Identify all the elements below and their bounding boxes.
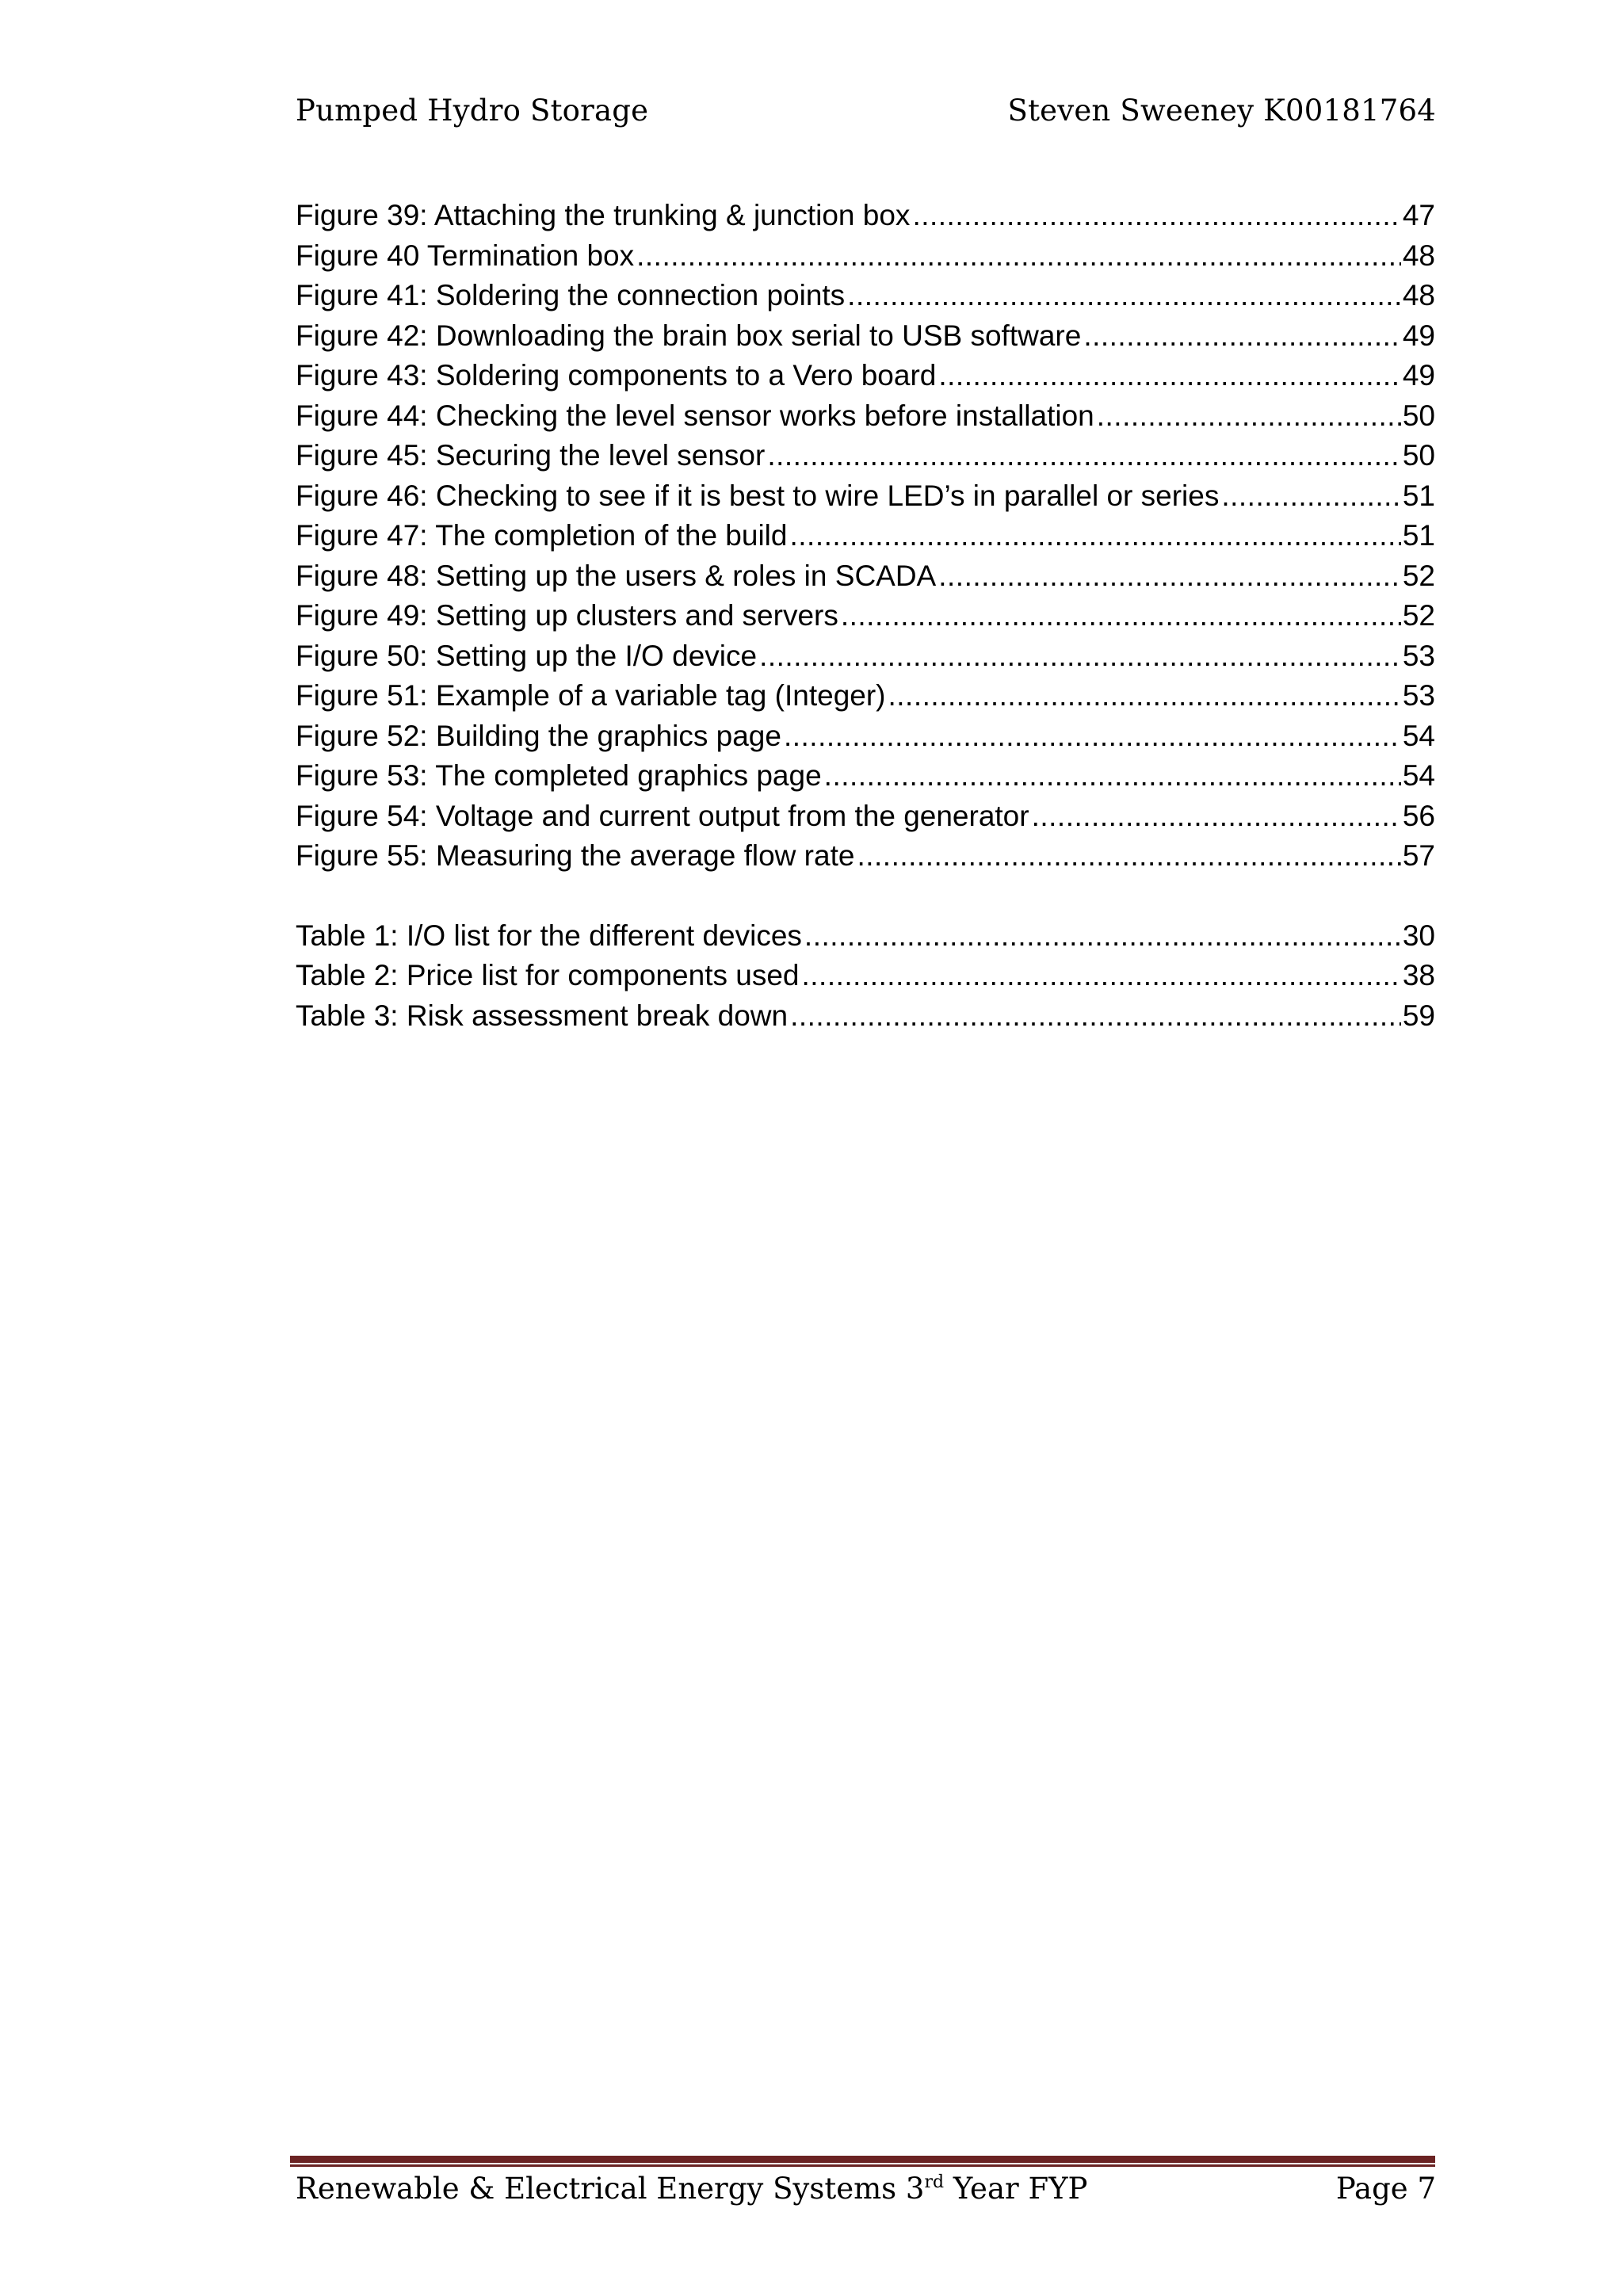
toc-entry-page[interactable]: 49 — [1402, 319, 1435, 352]
toc-entry-label[interactable]: Figure 52: Building the graphics page — [296, 719, 781, 752]
toc-entry-label[interactable]: Figure 39: Attaching the trunking & junction box — [296, 199, 911, 231]
toc-entry-label[interactable]: Figure 49: Setting up clusters and servers — [296, 599, 838, 632]
tables-list — [296, 916, 1435, 1037]
dot-leader — [759, 636, 1401, 677]
dot-leader — [784, 716, 1401, 757]
toc-entry-page[interactable]: 57 — [1402, 839, 1435, 872]
dot-leader — [847, 276, 1401, 316]
toc-entry-label[interactable]: Figure 43: Soldering components to a Vero board — [296, 359, 937, 392]
figure-entry[interactable] — [296, 556, 1435, 597]
toc-entry-page[interactable]: 53 — [1402, 639, 1435, 672]
section-gap — [296, 877, 1435, 916]
toc-entry-page[interactable]: 59 — [1402, 999, 1435, 1032]
dot-leader — [938, 356, 1400, 396]
figure-entry[interactable] — [296, 356, 1435, 396]
toc-entry-label[interactable]: Table 1: I/O list for the different devices — [296, 919, 802, 952]
figure-entry[interactable] — [296, 676, 1435, 716]
toc-entry-label[interactable]: Figure 51: Example of a variable tag (Integer) — [296, 679, 886, 712]
footer-course-sup: rd — [924, 2172, 945, 2192]
figure-entry[interactable] — [296, 316, 1435, 357]
toc-entry-page[interactable]: 49 — [1402, 359, 1435, 392]
toc-entry-page[interactable]: 54 — [1402, 759, 1435, 792]
page-footer — [296, 2172, 1436, 2206]
toc-entry-page[interactable]: 51 — [1402, 519, 1435, 552]
dot-leader — [804, 916, 1401, 957]
figure-entry[interactable] — [296, 836, 1435, 877]
table-of-figures — [296, 196, 1435, 1036]
figure-entry[interactable] — [296, 716, 1435, 757]
dot-leader — [636, 236, 1401, 277]
dot-leader — [857, 836, 1400, 877]
toc-entry-label[interactable]: Figure 40 Termination box — [296, 239, 635, 272]
dot-leader — [824, 756, 1401, 797]
toc-entry-page[interactable]: 47 — [1402, 199, 1435, 231]
toc-entry-label[interactable]: Figure 45: Securing the level sensor — [296, 439, 766, 472]
toc-entry-page[interactable]: 38 — [1402, 959, 1435, 991]
toc-entry-page[interactable]: 53 — [1402, 679, 1435, 712]
footer-rule — [290, 2156, 1435, 2163]
toc-entry-label[interactable]: Table 3: Risk assessment break down — [296, 999, 789, 1032]
dot-leader — [841, 596, 1401, 636]
toc-entry-page[interactable]: 48 — [1402, 279, 1435, 311]
header-title: Pumped Hydro Storage — [296, 94, 649, 128]
toc-entry-label[interactable]: Figure 44: Checking the level sensor works before installation — [296, 399, 1094, 432]
toc-entry-label[interactable]: Figure 46: Checking to see if it is best to wire LED’s in parallel or series — [296, 479, 1220, 512]
footer-course — [296, 2172, 1087, 2206]
toc-entry-label[interactable]: Figure 55: Measuring the average flow rate — [296, 839, 855, 872]
toc-entry-label[interactable]: Figure 53: The completed graphics page — [296, 759, 822, 792]
toc-entry-page[interactable]: 52 — [1402, 599, 1435, 632]
toc-entry-page[interactable]: 50 — [1402, 399, 1435, 432]
header-author: Steven Sweeney K00181764 — [1007, 94, 1436, 128]
figure-entry[interactable] — [296, 797, 1435, 837]
figure-entry[interactable] — [296, 396, 1435, 437]
figure-entry[interactable] — [296, 596, 1435, 636]
toc-entry-page[interactable]: 30 — [1402, 919, 1435, 952]
footer-course-main: Renewable & Electrical Energy Systems 3 — [296, 2172, 925, 2206]
figure-entry[interactable] — [296, 236, 1435, 277]
dot-leader — [1221, 476, 1401, 517]
table-entry[interactable] — [296, 956, 1435, 996]
toc-entry-page[interactable]: 51 — [1402, 479, 1435, 512]
footer-rule-thin — [290, 2164, 1435, 2167]
figure-entry[interactable] — [296, 756, 1435, 797]
figure-entry[interactable] — [296, 476, 1435, 517]
dot-leader — [789, 516, 1400, 556]
toc-entry-page[interactable]: 52 — [1402, 559, 1435, 592]
dot-leader — [802, 956, 1401, 996]
dot-leader — [912, 196, 1400, 236]
toc-entry-label[interactable]: Figure 42: Downloading the brain box serial to USB software — [296, 319, 1082, 352]
dot-leader — [767, 436, 1401, 476]
dot-leader — [1097, 396, 1401, 437]
toc-entry-label[interactable]: Figure 54: Voltage and current output from the generator — [296, 799, 1029, 832]
toc-entry-page[interactable]: 48 — [1402, 239, 1435, 272]
table-entry[interactable] — [296, 916, 1435, 957]
dot-leader — [1032, 797, 1401, 837]
page-header — [296, 94, 1436, 128]
table-entry[interactable] — [296, 996, 1435, 1037]
dot-leader — [938, 556, 1401, 597]
figure-entry[interactable] — [296, 516, 1435, 556]
toc-entry-label[interactable]: Figure 47: The completion of the build — [296, 519, 788, 552]
toc-entry-page[interactable]: 56 — [1402, 799, 1435, 832]
dot-leader — [1083, 316, 1401, 357]
dot-leader — [790, 996, 1401, 1037]
dot-leader — [888, 676, 1401, 716]
toc-entry-page[interactable]: 54 — [1402, 719, 1435, 752]
figures-list — [296, 196, 1435, 877]
page-number: Page 7 — [1335, 2172, 1436, 2206]
toc-entry-label[interactable]: Figure 48: Setting up the users & roles in SCADA — [296, 559, 937, 592]
toc-entry-label[interactable]: Figure 41: Soldering the connection points — [296, 279, 846, 311]
toc-entry-page[interactable]: 50 — [1402, 439, 1435, 472]
toc-entry-label[interactable]: Figure 50: Setting up the I/O device — [296, 639, 758, 672]
figure-entry[interactable] — [296, 276, 1435, 316]
figure-entry[interactable] — [296, 436, 1435, 476]
footer-course-tail: Year FYP — [944, 2172, 1088, 2206]
figure-entry[interactable] — [296, 636, 1435, 677]
toc-entry-label[interactable]: Table 2: Price list for components used — [296, 959, 800, 991]
figure-entry[interactable] — [296, 196, 1435, 236]
